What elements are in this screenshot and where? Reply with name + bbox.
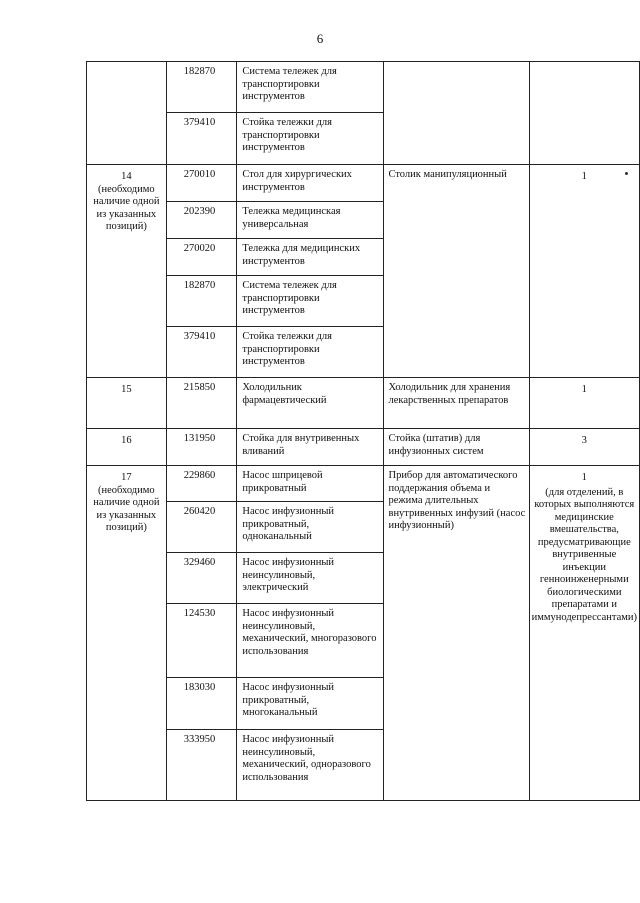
equipment-table (86, 61, 640, 801)
quantity-value: 3 (581, 435, 587, 446)
position-number-text: 16 (121, 435, 132, 446)
item-name-cell: Холодильник фармацевтический (237, 378, 384, 429)
device-name-cell: Столик манипуляционный (384, 165, 529, 378)
quantity-value: 1 (581, 171, 587, 182)
position-number-text: 17 (121, 472, 132, 483)
code-cell: 329460 (166, 553, 237, 604)
item-name-cell: Насос инфузионный прикроватный, одноканальный (237, 502, 384, 553)
code-cell: 333950 (166, 730, 237, 801)
device-name-cell (384, 62, 529, 165)
item-name-cell: Насос шприцевой прикроватный (237, 466, 384, 502)
position-number-cell (87, 378, 167, 429)
code-cell: 215850 (166, 378, 237, 429)
item-name-cell: Стойка тележки для транспортировки инструментов (237, 327, 384, 378)
code-cell: 182870 (166, 276, 237, 327)
quantity-cell (529, 165, 639, 378)
position-number-text: 14 (121, 171, 132, 182)
quantity-value: 1 (581, 384, 587, 395)
table-row (87, 378, 640, 429)
item-name-cell: Стол для хирургических инструментов (237, 165, 384, 202)
item-name-cell: Стойка для внутривенных вливаний (237, 429, 384, 466)
code-cell: 183030 (166, 678, 237, 730)
quantity-cell (529, 62, 639, 165)
code-cell: 270010 (166, 165, 237, 202)
table-row (87, 165, 640, 202)
item-name-cell: Система тележек для транспортировки инструментов (237, 62, 384, 113)
quantity-note: (для отделений, в которых выполняются медицинские вмешательства, предусматривающие внутривенные инъекции генноинженерными биологическими препаратами и иммунодепрессантами) (531, 486, 637, 623)
code-cell: 379410 (166, 327, 237, 378)
item-name-cell: Насос инфузионный неинсулиновый, механический, одноразового использования (237, 730, 384, 801)
item-name-cell: Стойка тележки для транспортировки инструментов (237, 113, 384, 165)
code-cell: 131950 (166, 429, 237, 466)
table-row (87, 429, 640, 466)
item-name-cell: Тележка для медицинских инструментов (237, 239, 384, 276)
position-number-text: (необходимо наличие одной из указанных позиций) (93, 183, 160, 232)
table-row (87, 62, 640, 113)
code-cell: 270020 (166, 239, 237, 276)
quantity-cell (529, 378, 639, 429)
position-number-cell (87, 429, 167, 466)
item-name-cell: Насос инфузионный неинсулиновый, механический, многоразового использования (237, 604, 384, 678)
code-cell: 182870 (166, 62, 237, 113)
position-number-text: 15 (121, 384, 132, 395)
quantity-cell (529, 466, 639, 801)
item-name-cell: Насос инфузионный прикроватный, многоканальный (237, 678, 384, 730)
equipment-table-body (87, 62, 640, 801)
page-number: 6 (316, 31, 324, 46)
code-cell: 260420 (166, 502, 237, 553)
code-cell: 229860 (166, 466, 237, 502)
device-name-cell: Прибор для автоматического поддержания объема и режима длительных внутривенных инфузий (насос инфузионный) (384, 466, 529, 801)
item-name-cell: Тележка медицинская универсальная (237, 202, 384, 239)
device-name-cell: Холодильник для хранения лекарственных препаратов (384, 378, 529, 429)
item-name-cell: Система тележек для транспортировки инструментов (237, 276, 384, 327)
position-number-cell (87, 62, 167, 165)
item-name-cell: Насос инфузионный неинсулиновый, электрический (237, 553, 384, 604)
code-cell: 202390 (166, 202, 237, 239)
quantity-cell (529, 429, 639, 466)
code-cell: 124530 (166, 604, 237, 678)
position-number-cell (87, 165, 167, 378)
device-name-cell: Стойка (штатив) для инфузионных систем (384, 429, 529, 466)
position-number-text: (необходимо наличие одной из указанных позиций) (93, 484, 160, 533)
quantity-value: 1 (581, 472, 587, 483)
position-number-cell (87, 466, 167, 801)
table-row (87, 466, 640, 502)
code-cell: 379410 (166, 113, 237, 165)
